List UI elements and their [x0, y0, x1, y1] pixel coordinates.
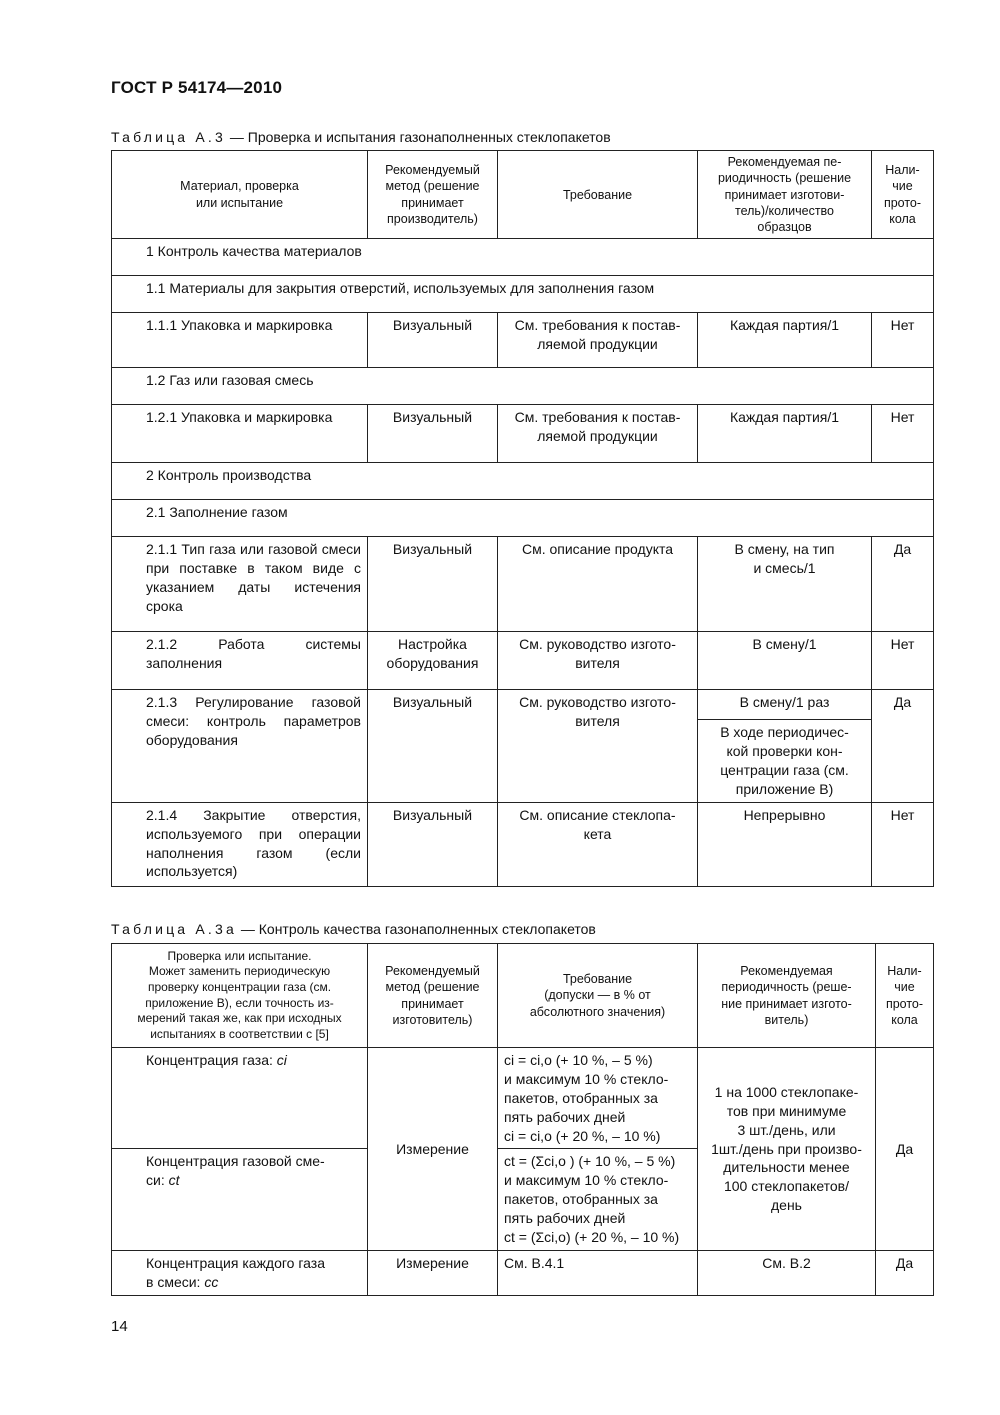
table-row	[112, 313, 934, 368]
section-title: 1 Контроль качества материалов	[112, 239, 934, 276]
column-header-method: Рекомендуемый метод (решение принимает изготовитель)	[368, 944, 498, 1048]
protocol-cell: Да	[876, 1250, 934, 1295]
column-header-frequency: Рекомендуемая пе- риодичность (решение принимает изготови- тель)/количество образцов	[698, 151, 872, 239]
item-cell	[112, 1250, 368, 1295]
protocol-cell: Нет	[872, 405, 934, 463]
section-row	[112, 368, 934, 405]
section-title: 2.1 Заполнение газом	[112, 500, 934, 537]
method-cell: Измерение	[368, 1250, 498, 1295]
requirement-cell: ci = ci,o (+ 10 %, – 5 %) и максимум 10 % стекло- пакетов, отобранных за пять рабочих дней ci = ci,o (+ 20 %, – 10 %)	[498, 1048, 698, 1149]
item-cell	[112, 1149, 368, 1250]
section-row	[112, 276, 934, 313]
frequency-cell: Непрерывно	[698, 802, 872, 886]
table-a3a	[111, 943, 934, 1296]
requirement-cell: См. требования к постав- ляемой продукции	[498, 313, 698, 368]
item-cell: 2.1.1 Тип газа или газовой смеси при поставке в таком виде с указанием даты истечения срока	[112, 537, 368, 632]
item-cell: 1.2.1 Упаковка и маркировка	[112, 405, 368, 463]
frequency-cell: В смену/1 раз	[698, 690, 872, 720]
requirement-cell: См. описание продукта	[498, 537, 698, 632]
column-header-method: Рекомендуемый метод (решение принимает производитель)	[368, 151, 498, 239]
table-a3a-caption-text: — Контроль качества газонаполненных стеклопакетов	[236, 921, 596, 937]
method-cell: Визуальный	[368, 690, 498, 803]
frequency-cell: См. В.2	[698, 1250, 876, 1295]
section-title: 2 Контроль производства	[112, 463, 934, 500]
table-row	[112, 1048, 934, 1149]
item-cell: 1.1.1 Упаковка и маркировка	[112, 313, 368, 368]
table-row	[112, 1250, 934, 1295]
table-a3-header-row	[112, 151, 934, 239]
frequency-cell: Каждая партия/1	[698, 313, 872, 368]
table-a3	[111, 150, 934, 887]
item-cell: 2.1.3 Регулирование газовой смеси: контроль параметров оборудования	[112, 690, 368, 803]
table-a3-caption-prefix: Таблица А.3	[111, 129, 226, 145]
column-header-frequency: Рекомендуемая периодичность (реше- ние принимает изгото- витель)	[698, 944, 876, 1048]
protocol-cell: Нет	[872, 313, 934, 368]
protocol-cell: Да	[876, 1048, 934, 1251]
frequency-cell: В ходе периодичес- кой проверки кон- центрации газа (см. приложение В)	[698, 720, 872, 803]
item-variable: ct	[168, 1172, 180, 1189]
table-a3-caption-text: — Проверка и испытания газонаполненных стеклопакетов	[226, 129, 611, 145]
table-a3a-caption	[111, 921, 596, 937]
method-cell: Измерение	[368, 1048, 498, 1251]
item-cell	[112, 1048, 368, 1149]
table-row	[112, 405, 934, 463]
section-title: 1.1 Материалы для закрытия отверстий, используемых для заполнения газом	[112, 276, 934, 313]
table-row	[112, 802, 934, 886]
method-cell: Визуальный	[368, 537, 498, 632]
requirement-cell: См. В.4.1	[498, 1250, 698, 1295]
table-row	[112, 632, 934, 690]
page-number: 14	[111, 1318, 128, 1335]
frequency-cell: Каждая партия/1	[698, 405, 872, 463]
column-header-protocol: Нали- чие прото- кола	[876, 944, 934, 1048]
section-row	[112, 239, 934, 276]
frequency-cell: 1 на 1000 стеклопаке- тов при минимуме 3 шт./день, или 1шт./день при произво- дительности менее 100 стеклопакетов/ день	[698, 1048, 876, 1251]
column-header-material: Материал, проверка или испытание	[112, 151, 368, 239]
item-cell: 2.1.2 Работа системы заполнения	[112, 632, 368, 690]
table-a3a-header-row	[112, 944, 934, 1048]
item-variable: cc	[204, 1273, 219, 1290]
method-cell: Визуальный	[368, 313, 498, 368]
standard-header: ГОСТ Р 54174—2010	[111, 78, 283, 97]
item-label: Концентрация каждого газа в смеси:	[146, 1254, 325, 1290]
table-row	[112, 537, 934, 632]
protocol-cell: Да	[872, 690, 934, 803]
requirement-cell: См. руководство изгото- вителя	[498, 632, 698, 690]
requirement-cell: ct = (Σci,o ) (+ 10 %, – 5 %) и максимум 10 % стекло- пакетов, отобранных за пять рабочих дней ct = (Σci,o) (+ 20 %, – 10 %)	[498, 1149, 698, 1250]
method-cell: Настройка оборудования	[368, 632, 498, 690]
table-row	[112, 690, 934, 720]
table-a3-caption	[111, 129, 611, 145]
frequency-cell: В смену/1	[698, 632, 872, 690]
item-label: Концентрация газа:	[146, 1052, 277, 1068]
requirement-cell: См. требования к постав- ляемой продукции	[498, 405, 698, 463]
frequency-cell: В смену, на тип и смесь/1	[698, 537, 872, 632]
item-cell: 2.1.4 Закрытие отверстия, используемого при операции наполнения газом (если используется)	[112, 802, 368, 886]
column-header-requirement: Требование (допуски — в % от абсолютного значения)	[498, 944, 698, 1048]
section-row	[112, 463, 934, 500]
item-variable: ci	[276, 1052, 287, 1068]
method-cell: Визуальный	[368, 802, 498, 886]
protocol-cell: Нет	[872, 632, 934, 690]
item-label: Концентрация газовой сме- си:	[146, 1153, 325, 1189]
column-header-requirement: Требование	[498, 151, 698, 239]
protocol-cell: Да	[872, 537, 934, 632]
column-header-check: Проверка или испытание. Может заменить периодическую проверку концентрации газа (см. приложение В), если точность из- мерений такая же, как при исходных испытаниях в соответствии с [5]	[112, 944, 368, 1048]
section-title: 1.2 Газ или газовая смесь	[112, 368, 934, 405]
column-header-protocol: Нали- чие прото- кола	[872, 151, 934, 239]
table-a3a-caption-prefix: Таблица А.3а	[111, 921, 237, 937]
section-row	[112, 500, 934, 537]
requirement-cell: См. руководство изгото- вителя	[498, 690, 698, 803]
protocol-cell: Нет	[872, 802, 934, 886]
method-cell: Визуальный	[368, 405, 498, 463]
requirement-cell: См. описание стеклопа- кета	[498, 802, 698, 886]
